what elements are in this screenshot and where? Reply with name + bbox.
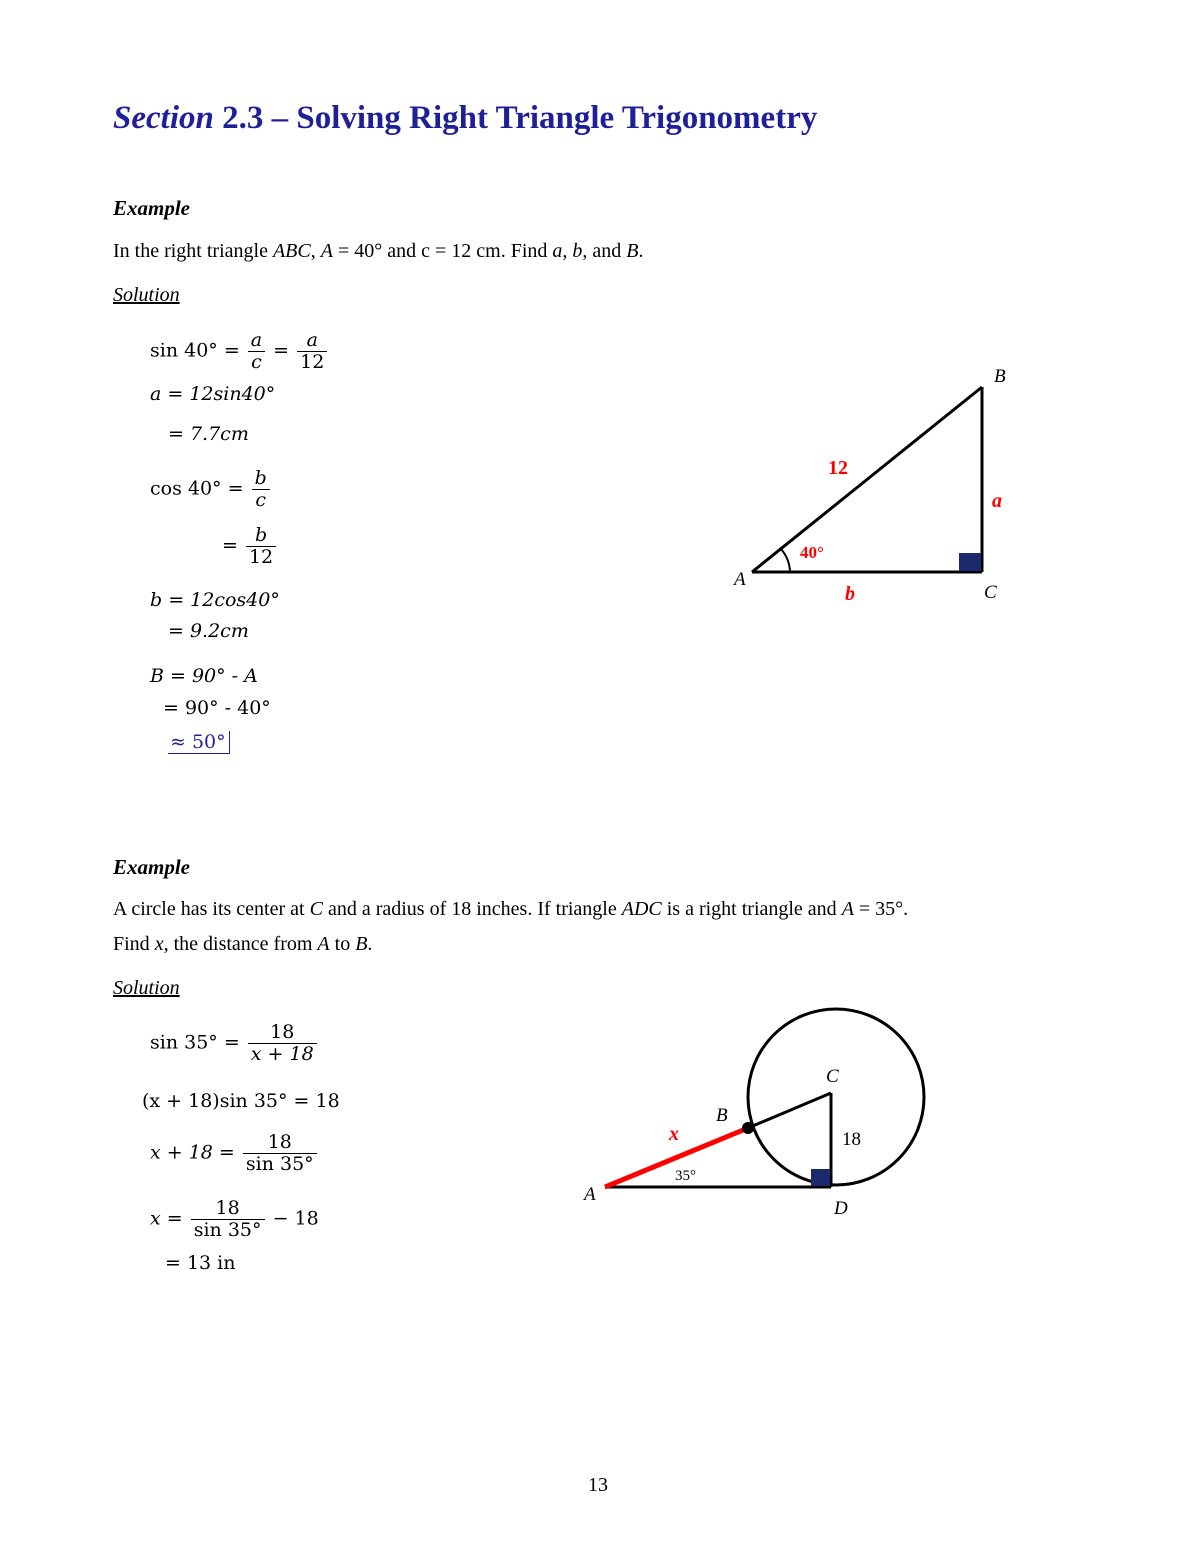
denominator: c [255,489,266,511]
denominator: c [251,351,262,373]
ex1-line2: a = 12sin40° [150,383,276,405]
fraction [252,468,270,511]
hypotenuse-label: 12 [828,457,848,479]
text: Find [113,933,155,955]
denominator: x + 18 [250,1043,314,1065]
triangle-figure [720,360,1040,610]
angle-arc [781,549,790,572]
title-section-word: Section [113,100,214,136]
var: A [317,933,330,955]
math-text: = [273,339,290,362]
math-text: x = [150,1207,183,1230]
vertex-label-b: B [716,1105,728,1126]
hypotenuse-line [752,387,982,572]
fraction [191,1198,265,1241]
text: A circle has its center at [113,898,310,920]
ex2-line1 [150,1022,319,1065]
numerator: a [297,330,327,352]
var: a [552,240,563,262]
example2-problem-line1 [113,898,908,921]
text: , [562,240,573,262]
math-text: cos 40° = [150,477,244,500]
page-number: 13 [588,1474,608,1496]
text: , the distance from [163,933,318,955]
text: and a radius of 18 inches. If triangle [322,898,622,920]
var: B [626,240,639,262]
var: C [309,898,323,920]
ex2-line4 [150,1198,319,1241]
fraction [248,330,265,373]
math-text: − 18 [272,1207,319,1230]
text: to [329,933,356,955]
side-a-label: a [992,490,1002,512]
example1-problem [113,240,644,263]
fraction [297,330,327,373]
segment-bc [748,1093,831,1128]
ex1-line8: B = 90° - A [150,665,258,687]
ex1-line3: = 7.7cm [168,423,249,445]
denominator: sin 35° [245,1153,314,1175]
boxed-answer: ≈ 50° [168,731,230,754]
ex1-line6: b = 12cos40° [150,589,280,611]
ex1-line7: = 9.2cm [168,620,249,642]
ex2-line2: (x + 18)sin 35° = 18 [142,1090,340,1112]
angle-label: 35° [675,1168,696,1184]
denominator: sin 35° [193,1219,262,1241]
vertex-label-c: C [826,1066,839,1087]
numerator: 18 [243,1132,317,1154]
radius-label: 18 [842,1129,861,1150]
text: = 35°. [853,898,909,920]
fraction [248,1022,317,1065]
denominator: 12 [300,351,325,373]
ex1-line9: = 90° - 40° [163,697,271,719]
point-b [742,1122,754,1134]
circle-figure [570,1000,940,1230]
text: = 40° and c = 12 cm. Find [332,240,553,262]
segment-x-label: x [669,1123,679,1145]
var: ABC [272,240,311,262]
var: b [572,240,583,262]
ex1-answer [168,731,230,753]
example1-solution-label: Solution [113,284,180,306]
numerator: 18 [248,1022,317,1044]
numerator: 18 [191,1198,265,1220]
text: . [638,240,644,262]
var: B [355,933,368,955]
math-text: = [222,534,238,557]
ex1-line1 [150,330,329,373]
var: x [154,933,164,955]
page-title [113,100,817,137]
example2-problem-line2 [113,933,372,956]
text: , [310,240,321,262]
fraction [243,1132,317,1175]
math-text: sin 40° = [150,339,240,362]
var: A [841,898,854,920]
example2-solution-label: Solution [113,977,180,999]
right-angle-marker [811,1169,830,1186]
ex2-line3 [150,1132,319,1175]
text: , and [582,240,627,262]
example2-heading: Example [113,855,190,879]
example1-heading: Example [113,196,190,220]
numerator: b [246,525,276,547]
right-angle-marker [959,553,981,571]
text: . [367,933,373,955]
circle [748,1009,924,1185]
denominator: 12 [248,546,274,568]
ex1-line4 [150,468,272,511]
math-text: sin 35° = [150,1031,240,1054]
numerator: a [248,330,265,352]
side-b-label: b [845,583,855,605]
vertex-label-c: C [984,582,997,603]
ex1-line5 [222,525,278,568]
title-rest: 2.3 – Solving Right Triangle Trigonometry [222,100,818,136]
vertex-label-a: A [584,1184,596,1205]
var: ADC [621,898,662,920]
text: In the right triangle [113,240,273,262]
var: A [320,240,333,262]
vertex-label-d: D [834,1198,848,1219]
fraction [246,525,276,568]
vertex-label-b: B [994,366,1006,387]
text: is a right triangle and [661,898,842,920]
ex2-line5: = 13 in [165,1252,236,1274]
math-text: x + 18 = [150,1141,235,1164]
numerator: b [252,468,270,490]
vertex-label-a: A [734,569,746,590]
angle-label: 40° [800,543,824,562]
